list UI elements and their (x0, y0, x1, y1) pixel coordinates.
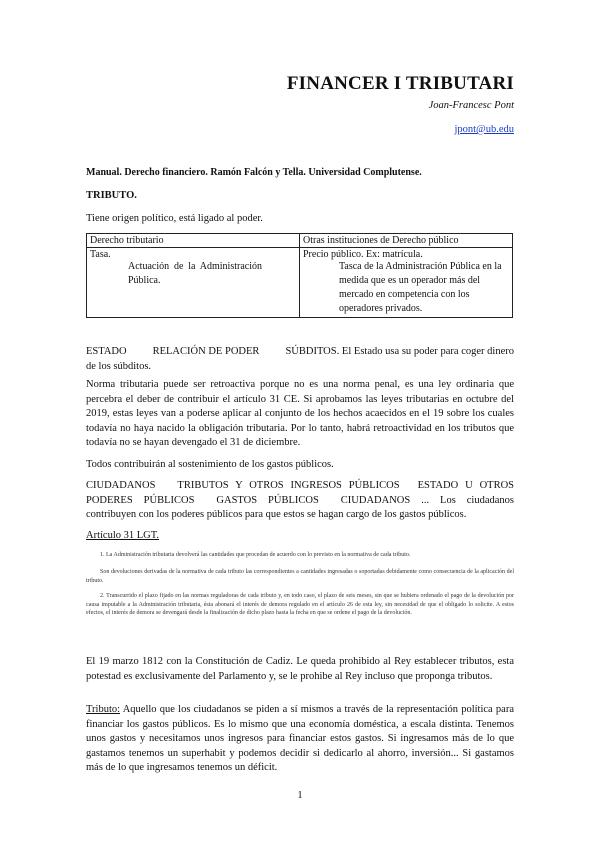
flow-word: CIUDADANOS (86, 480, 156, 491)
article-item: 2. Transcurrido el plazo fijado en las normas reguladoras de cada tributo y, en todo caso, el plazo de seis meses, sin que se hubiera ordenado el pago de la devolución por causa imputable a la Administración tributaria, ésta abonará el interés de demora regulado en el artículo 26 de esta ley, sin necesidad de que el obligado lo solicite. A estos efectos, el interés de demora se devengará desde la finalización de dicho plazo hasta la fecha en que se ordene el pago de la devolución. (86, 593, 514, 616)
author-email-link[interactable]: jpont@ub.edu (454, 124, 514, 135)
flow-paragraph (86, 479, 514, 523)
estado-paragraph (86, 345, 514, 374)
tributo-definition (86, 703, 514, 776)
document-title: FINANCER I TRIBUTARI (286, 73, 514, 94)
page-number: 1 (297, 790, 303, 801)
table-cell-line: Precio público. Ex: matrícula. (303, 249, 423, 260)
flow-word: PODERES PÚBLICOS (86, 494, 195, 506)
table-cell-line: Actuación de la Administración Pública. (128, 261, 262, 286)
section-heading: TRIBUTO. (86, 190, 137, 201)
relacion-word: RELACIÓN DE PODER (152, 346, 260, 357)
table-cell-otras-instituciones (300, 248, 513, 318)
table-cell-line: Tasa. (90, 249, 111, 260)
flow-rest: ... Los ciudadanos contribuyen con los poderes públicos para que estos se hagan cargo de los gastos públicos. (86, 494, 514, 520)
origin-text: Tiene origen político, está ligado al poder. (86, 213, 263, 224)
todos-paragraph: Todos contribuirán al sostenimiento de los gastos públicos. (86, 459, 334, 470)
author-name: Joan-Francesc Pont (428, 100, 514, 111)
table-header-otras-instituciones: Otras instituciones de Derecho público (300, 234, 513, 248)
flow-word: TRIBUTOS Y OTROS INGRESOS PÚBLICOS (177, 480, 400, 491)
table-cell-derecho-tributario (87, 248, 300, 318)
table-header-derecho-tributario: Derecho tributario (87, 234, 300, 248)
subditos-word: SÚBDITOS. (285, 346, 340, 357)
flow-word: CIUDADANOS (340, 494, 411, 506)
retroactive-paragraph: Norma tributaria puede ser retroactiva porque no es una norma penal, es una ley ordinaria que percebra el deber de contribuir el artículo 31 CE. Si aprobamos las leyes tributarias en octubre del 2019, estas leyes van a poderse aplicar al conjunto de los hechos acaecidos en el 19 sobre los cuales todavía no haya nacido la obligación tributaria. Por lo tanto, habrá retroactividad en los tributos que todavía no se hayan devengado el 31 de diciembre. (86, 379, 514, 448)
history-paragraph: El 19 marzo 1812 con la Constitución de Cadiz. Le queda prohibido al Rey establecer tributos, esta potestad es exclusivamente del Parlamento y, se le prohibe al Rey incluso que proponga tributos. (86, 656, 514, 682)
tributo-text: Aquello que los ciudadanos se piden a sí mismos a través de la representación política para financiar los gastos públicos. Es lo mismo que una economía doméstica, a escala distinta. Tenemos unos gastos y necesitamos unos ingresos para financiar estos gastos. Si ingresamos más de lo que gastamos tenemos un superhabit y podemos decidir si dedicarlo al ahorro, inversión... Si gastamos más de lo que ingresamos tenemos un déficit. (86, 704, 514, 773)
tributo-label: Tributo: (86, 704, 121, 715)
table-cell-line: Tasca de la Administración Pública en la medida que es un operador más del mercado en competencia con los operadores privados. (339, 261, 502, 314)
manual-reference: Manual. Derecho financiero. Ramón Falcón y Tella. Universidad Complutense. (86, 167, 422, 178)
article-item: 1. La Administración tributaria devolverá las cantidades que procedan de acuerdo con lo previsto en la normativa de cada tributo. (100, 552, 411, 558)
article-heading: Artículo 31 LGT. (86, 530, 159, 541)
estado-word: ESTADO (86, 346, 127, 357)
article-item: Son devoluciones derivadas de la normativa de cada tributo las correspondientes a cantidades ingresadas o soportadas debidamente como consecuencia de la aplicación del tributo. (86, 569, 514, 584)
flow-word: GASTOS PÚBLICOS (216, 494, 319, 506)
estado-rest: El Estado usa su poder para coger dinero de los súbditos. (86, 346, 515, 372)
flow-word: ESTADO U OTROS (417, 480, 514, 491)
comparison-table (86, 233, 513, 318)
